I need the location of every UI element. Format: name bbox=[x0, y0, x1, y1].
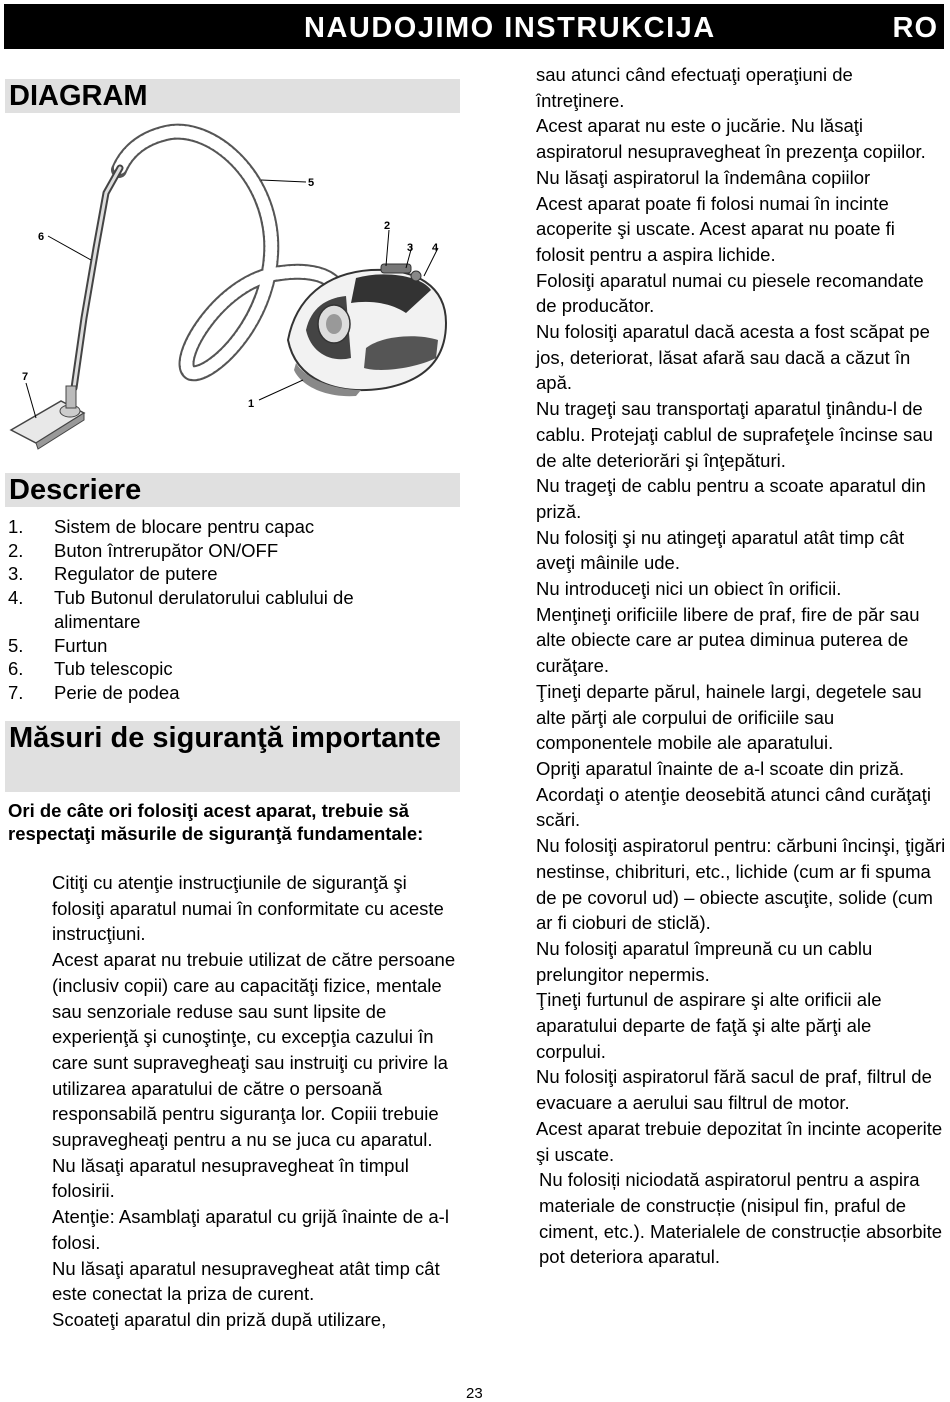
safety-paragraphs-right bbox=[536, 62, 946, 1270]
paragraph: Acest aparat nu trebuie utilizat de către persoane (inclusiv copii) care au capacităţi fizice, mentale sau senzoriale reduse sau sunt lipsite de experienţă şi cunoştinţe, cu excepţia cazului în care sunt supravegheaţi sau instruiţi cu privire la utilizarea aparatului de către o persoană responsabilă pentru siguranţa lor. Copiii trebuie supravegheaţi pentru a nu se juca cu aparatul. bbox=[52, 949, 456, 1151]
paragraph: Nu folosiţi aparatul dacă acesta a fost scăpat pe jos, deteriorat, lăsat afară sau dacă a căzut în apă. bbox=[536, 321, 930, 394]
paragraph: Scoateţi aparatul din priză după utilizare, bbox=[52, 1308, 387, 1330]
diagram-heading: DIAGRAM bbox=[5, 79, 460, 113]
description-heading: Descriere bbox=[5, 473, 460, 507]
paragraph: Nu lăsaţi aparatul nesupravegheat în timpul folosirii. bbox=[52, 1154, 409, 1202]
callout-1: 1 bbox=[248, 398, 255, 410]
paragraph: Acest aparat trebuie depozitat în incinte acoperite şi uscate. bbox=[536, 1117, 943, 1165]
callout-5: 5 bbox=[308, 177, 315, 189]
paragraph: Nu folosiţi şi nu atingeţi aparatul atât timp cât aveţi mâinile ude. bbox=[536, 526, 905, 574]
callout-4: 4 bbox=[432, 242, 439, 254]
list-item: 3. Regulator de putere bbox=[8, 563, 218, 585]
paragraph: Nu folosiţi aparatul împreună cu un cablu prelungitor nepermis. bbox=[536, 937, 873, 985]
paragraph: Nu introduceţi nici un obiect în orificii. bbox=[536, 578, 842, 600]
list-item: 4. Tub Butonul derulatorului cablului de alimentare bbox=[8, 587, 354, 632]
paragraph: Nu folosiţi aspiratorul pentru: cărbuni încinşi, ţigări nestinse, chibrituri, etc., lichide (cum ar fi spuma de pe covorul ud) – obiecte ascuţite, solide (cum ar fi cioburi de sticlă). bbox=[536, 835, 946, 934]
paragraph: Nu folosiți niciodată aspiratorul pentru a aspira materiale de construcție (nisipul fin, praful de ciment, etc.). Materialele de construcție absorbite pot deteriora aparatul. bbox=[539, 1169, 943, 1268]
callout-2: 2 bbox=[384, 220, 391, 232]
paragraph: Nu folosiţi aspiratorul fără sacul de praf, filtrul de evacuare a aerului sau filtrul de motor. bbox=[536, 1066, 932, 1114]
list-item: 2. Buton întrerupător ON/OFF bbox=[8, 539, 279, 561]
paragraph: Nu trageţi sau transportaţi aparatul ţinându-l de cablu. Protejaţi cablul de suprafeţele încinse sau de alte deteriorări şi înţepături. bbox=[536, 398, 933, 471]
paragraph: Menţineţi orificiile libere de praf, fire de păr sau alte obiecte care ar putea diminua puterea de curăţare. bbox=[536, 603, 920, 677]
list-item: 5. Furtun bbox=[8, 634, 108, 656]
safety-heading: Măsuri de siguranţă importante bbox=[5, 721, 460, 792]
callout-3: 3 bbox=[407, 242, 414, 254]
paragraph: Opriţi aparatul înainte de a-l scoate din priză. bbox=[536, 757, 905, 779]
safety-intro: Ori de câte ori folosiţi acest aparat, trebuie să respectaţi măsurile de siguranţă fundamentale: bbox=[8, 800, 424, 844]
vacuum-body-illustration bbox=[288, 264, 446, 396]
paragraph: Ţineţi departe părul, hainele largi, degetele sau alte părţi ale corpului de orificiile sau componentele mobile ale aparatului. bbox=[536, 680, 922, 754]
list-item: 1. Sistem de blocare pentru capac bbox=[8, 516, 315, 537]
language-code: RO bbox=[892, 12, 938, 44]
vacuum-cleaner-diagram bbox=[6, 118, 460, 458]
paragraph: Acordaţi o atenţie deosebită atunci când curăţaţi scări. bbox=[536, 783, 931, 831]
paragraph: Acest aparat poate fi folosi numai în incinte acoperite şi uscate. Acest aparat nu poate fi folosit pentru a aspira lichide. bbox=[536, 192, 895, 265]
paragraph: Ţineţi furtunul de aspirare şi alte orificii ale aparatului departe de faţă şi alte părţi ale corpului. bbox=[536, 989, 882, 1062]
telescopic-tube-illustration bbox=[74, 168, 120, 388]
document-title: NAUDOJIMO INSTRUKCIJA bbox=[304, 12, 716, 44]
list-item: 7. Perie de podea bbox=[8, 681, 180, 703]
page-number: 23 bbox=[466, 1385, 483, 1402]
callout-7: 7 bbox=[22, 371, 29, 383]
description-list bbox=[8, 515, 458, 705]
header-bar bbox=[4, 4, 944, 49]
safety-paragraphs-left bbox=[52, 870, 462, 1333]
callout-6: 6 bbox=[38, 231, 45, 243]
paragraph: Nu trageţi de cablu pentru a scoate aparatul din priză. bbox=[536, 475, 926, 522]
paragraph: Acest aparat nu este o jucărie. Nu lăsaţi aspiratorul nesupravegheat în prezenţa copiilor. Nu lăsaţi aspiratorul la îndemâna copiilor bbox=[536, 115, 926, 188]
paragraph: Atenţie: Asamblaţi aparatul cu grijă înainte de a-l folosi. bbox=[52, 1206, 449, 1253]
paragraph: sau atunci când efectuaţi operaţiuni de întreţinere. bbox=[536, 64, 853, 111]
paragraph: Citiţi cu atenţie instrucţiunile de siguranţă şi folosiţi aparatul numai în conformitate cu aceste instrucţiuni. bbox=[52, 872, 444, 945]
floor-brush-illustration bbox=[11, 386, 84, 449]
paragraph: Nu lăsaţi aparatul nesupravegheat atât timp cât este conectat la priza de curent. bbox=[52, 1257, 440, 1305]
paragraph: Folosiţi aparatul numai cu piesele recomandate de producător. bbox=[536, 269, 924, 317]
list-item: 6. Tub telescopic bbox=[8, 658, 173, 680]
